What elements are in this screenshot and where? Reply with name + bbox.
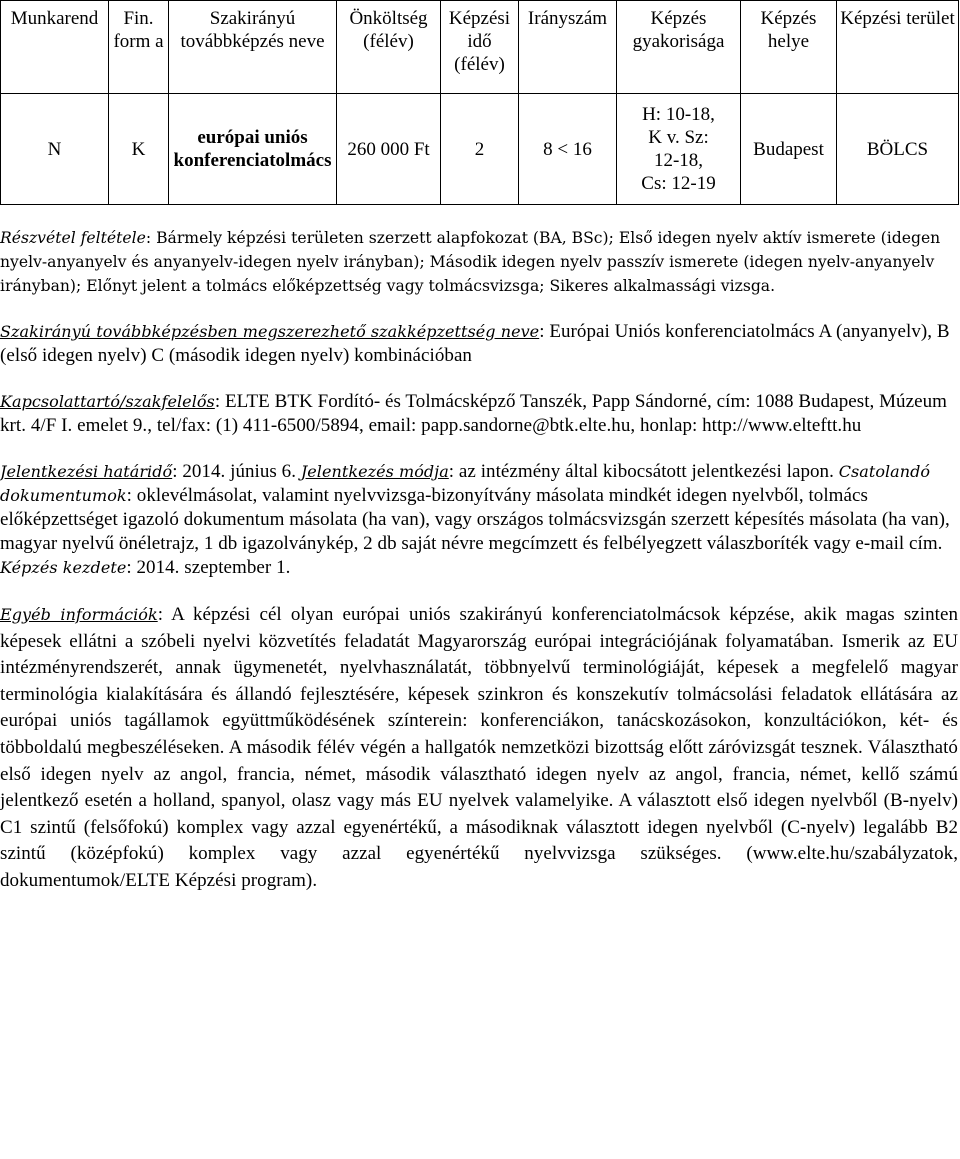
cell-onkoltseg: 260 000 Ft xyxy=(337,94,441,205)
header-iranyszam: Irányszám xyxy=(519,1,617,94)
hatarido-text: : 2014. június 6. xyxy=(172,461,301,482)
cell-kepzesi-ido: 2 xyxy=(441,94,519,205)
szakkepzettseg-text: : Európai Uniós konferenciatolmács A (anyanyelv), B (első idegen nyelv) C (második idegen nyelv) kombinációban xyxy=(0,321,950,366)
szakkepzettseg-paragraph xyxy=(0,320,958,368)
cell-helye: Budapest xyxy=(741,94,837,205)
gyakorisag-line: K v. Sz: xyxy=(648,127,709,148)
modja-label: Jelentkezés módja xyxy=(300,462,449,481)
table-header-row xyxy=(1,1,959,94)
jelentkezes-paragraph xyxy=(0,460,958,580)
gyakorisag-line: H: 10-18, xyxy=(642,104,715,125)
header-terulet: Képzési terület xyxy=(837,1,959,94)
header-szakirany-neve: Szakirányú továbbképzés neve xyxy=(169,1,337,94)
header-munkarend: Munkarend xyxy=(1,1,109,94)
document-body xyxy=(0,219,958,895)
kezdete-label: Képzés kezdete xyxy=(0,558,127,577)
gyakorisag-line: Cs: 12-19 xyxy=(641,173,716,194)
dokumentumok-text: : oklevélmásolat, valamint nyelvvizsga-bizonyítvány másolata mindkét idegen nyelvből, tolmács előképzettséget igazoló dokumentum másolata (ha van), vagy országos tolmácsvizsgán szerzett képesítés másolata (ha van), magyar nyelvű önéletrajz, 1 db igazolványkép, 2 db saját névre megcímzett és felbélyegzett válaszboríték vagy e-mail cím. xyxy=(0,485,950,554)
reszvetel-paragraph xyxy=(0,219,958,298)
header-helye: Képzés helye xyxy=(741,1,837,94)
gyakorisag-line: 12-18, xyxy=(653,150,704,171)
egyeb-text: : A képzési cél olyan európai uniós szakirányú konferenciatolmácsok képzése, akik magas szinten képesek ellátni a szóbeli nyelvi közvetítés feladatát Magyarország európai integrációjának folyamatában. Ismerik az EU intézményrendszerét, annak ügymenetét, nyelvhasználatát, többnyelvű terminológiáját, képesek a megfelelő magyar terminológia kialakítására és állandó fejlesztésére, képesek szinkron és konszekutív tolmácsolási feladatok ellátására az európai uniós tagállamok együttműködésének színterein: konferenciákon, tanácskozásokon, konzultációkon, két- és többoldalú megbeszéléseken. A második félév végén a hallgatók nemzetközi bizottság előtt záróvizsgát tesznek. Választható első idegen nyelv az angol, francia, német, második választható idegen nyelv az angol, francia, német, kellő számú jelentkező esetén a holland, spanyol, olasz vagy más EU nyelvek valamelyike. A választott első idegen nyelvből (B-nyelv) C1 szintű (felsőfokú) komplex vagy azzal egyenértékű, a másodiknak választott idegen nyelvből (C-nyelv) legalább B2 szintű (középfokú) komplex vagy azzal egyenértékű nyelvvizsga szükséges. (www.elte.hu/szabályzatok, dokumentumok/ELTE Képzési program). xyxy=(0,604,958,891)
modja-text: : az intézmény által kibocsátott jelentkezési lapon. xyxy=(448,461,839,482)
dokumentumok-label: Csatolandó dokumentumok xyxy=(0,462,931,505)
reszvetel-text: : Bármely képzési területen szerzett alapfokozat (BA, BSc); Első idegen nyelv aktív ismerete (idegen nyelv-anyanyelv és anyanyelv-idegen nyelv irányban); Második idegen nyelv passzív ismerete (idegen nyelv-anyanyelv irányban); Előnyt jelent a tolmács előképzettség vagy tolmácsvizsga; Sikeres alkalmassági vizsga. xyxy=(0,229,941,295)
egyeb-label: Egyéb információk xyxy=(0,605,158,624)
kapcsolat-paragraph xyxy=(0,390,958,438)
table-row xyxy=(1,94,959,205)
header-onkoltseg: Önköltség (félév) xyxy=(337,1,441,94)
reszvetel-label: Részvétel feltétele xyxy=(0,229,146,247)
kapcsolat-text: : ELTE BTK Fordító- és Tolmácsképző Tanszék, Papp Sándorné, cím: 1088 Budapest, Múzeum krt. 4/F I. emelet 9., tel/fax: (1) 411-6500/5894, email: papp.sandorne@btk.elte.hu, honlap: http://www.elteftt.hu xyxy=(0,391,947,436)
egyeb-paragraph xyxy=(0,602,958,895)
cell-terulet: BÖLCS xyxy=(837,94,959,205)
szakkepzettseg-label: Szakirányú továbbképzésben megszerezhető szakképzettség neve xyxy=(0,322,540,341)
header-gyakorisag: Képzés gyakorisága xyxy=(617,1,741,94)
cell-fin-forma: K xyxy=(109,94,169,205)
cell-szakirany-neve: európai uniós konferenciatolmács xyxy=(169,94,337,205)
cell-munkarend: N xyxy=(1,94,109,205)
kapcsolat-label: Kapcsolattartó/szakfelelős xyxy=(0,392,215,411)
kezdete-text: : 2014. szeptember 1. xyxy=(126,557,291,578)
header-kepzesi-ido: Képzési idő (félév) xyxy=(441,1,519,94)
cell-iranyszam: 8 < 16 xyxy=(519,94,617,205)
cell-gyakorisag xyxy=(617,94,741,205)
program-table xyxy=(0,0,959,205)
header-fin-forma: Fin. form a xyxy=(109,1,169,94)
hatarido-label: Jelentkezési határidő xyxy=(0,462,173,481)
